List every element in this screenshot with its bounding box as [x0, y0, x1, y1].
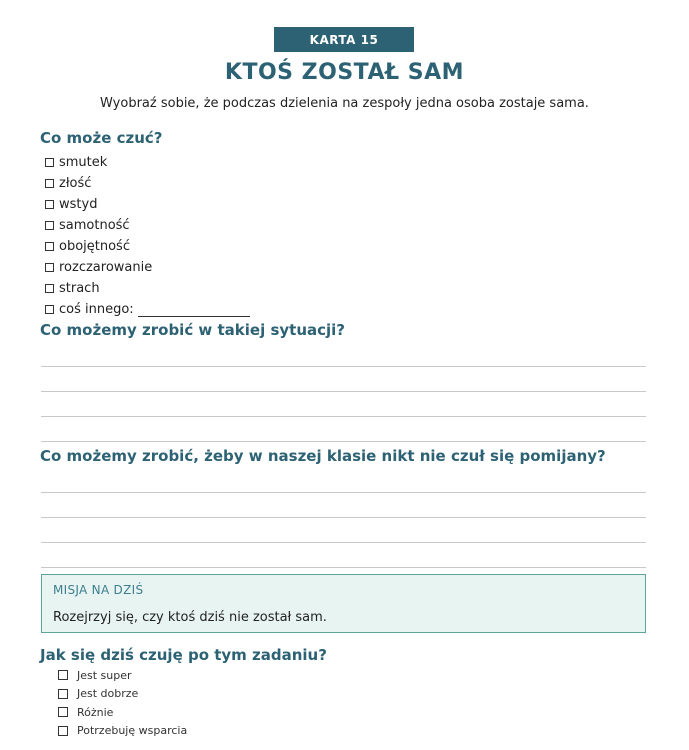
feelings-options	[45, 152, 250, 320]
answer-line[interactable]	[41, 517, 646, 518]
mood-label: Jest dobrze	[77, 687, 139, 701]
mission-title: MISJA NA DZIŚ	[53, 583, 144, 597]
checkbox-icon[interactable]	[58, 670, 68, 680]
feeling-label: strach	[59, 281, 100, 296]
question-class-inclusion: Co możemy zrobić, żeby w naszej klasie nikt nie czuł się pomijany?	[40, 447, 606, 465]
checkbox-icon[interactable]	[45, 200, 54, 209]
feeling-label: złość	[59, 176, 92, 191]
feelings-question: Co może czuć?	[40, 129, 163, 147]
answer-line[interactable]	[41, 391, 646, 392]
feeling-option[interactable]	[45, 278, 250, 299]
feeling-option[interactable]	[45, 236, 250, 257]
checkbox-icon[interactable]	[45, 221, 54, 230]
checkbox-icon[interactable]	[45, 284, 54, 293]
checkbox-icon[interactable]	[45, 179, 54, 188]
mood-option[interactable]	[58, 722, 187, 741]
mood-label: Jest super	[77, 668, 132, 682]
mood-options	[58, 666, 187, 740]
mission-box	[41, 574, 646, 633]
feeling-label: coś innego:	[59, 302, 134, 317]
mood-label: Potrzebuję wsparcia	[77, 724, 188, 738]
mood-question: Jak się dziś czuję po tym zadaniu?	[40, 646, 327, 664]
feeling-label: rozczarowanie	[59, 260, 153, 275]
checkbox-icon[interactable]	[45, 158, 54, 167]
checkbox-icon[interactable]	[58, 726, 68, 736]
mood-option[interactable]	[58, 703, 187, 722]
checkbox-icon[interactable]	[45, 242, 54, 251]
checkbox-icon[interactable]	[45, 305, 54, 314]
answer-line[interactable]	[41, 492, 646, 493]
mood-label: Różnie	[77, 705, 114, 719]
checkbox-icon[interactable]	[58, 689, 68, 699]
answer-line[interactable]	[41, 366, 646, 367]
answer-line[interactable]	[41, 416, 646, 417]
mood-option[interactable]	[58, 685, 187, 704]
answer-line[interactable]	[41, 441, 646, 442]
feeling-label: wstyd	[59, 197, 98, 212]
question-what-to-do: Co możemy zrobić w takiej sytuacji?	[40, 321, 346, 339]
feeling-option-other[interactable]	[45, 299, 250, 320]
feeling-option[interactable]	[45, 194, 250, 215]
feeling-option[interactable]	[45, 215, 250, 236]
page-title: KTOŚ ZOSTAŁ SAM	[224, 60, 465, 85]
checkbox-icon[interactable]	[58, 707, 68, 717]
other-answer-blank[interactable]	[138, 303, 250, 317]
answer-line[interactable]	[41, 542, 646, 543]
feeling-option[interactable]	[45, 152, 250, 173]
feeling-option[interactable]	[45, 257, 250, 278]
feeling-label: smutek	[59, 155, 108, 170]
card-number-badge: KARTA 15	[274, 27, 414, 52]
feeling-label: samotność	[59, 218, 130, 233]
feeling-option[interactable]	[45, 173, 250, 194]
mood-option[interactable]	[58, 666, 187, 685]
feeling-label: obojętność	[59, 239, 130, 254]
mission-text: Rozejrzyj się, czy ktoś dziś nie został sam.	[53, 610, 327, 625]
answer-line[interactable]	[41, 567, 646, 568]
intro-text: Wyobraź sobie, że podczas dzielenia na zespoły jedna osoba zostaje sama.	[100, 96, 589, 111]
checkbox-icon[interactable]	[45, 263, 54, 272]
